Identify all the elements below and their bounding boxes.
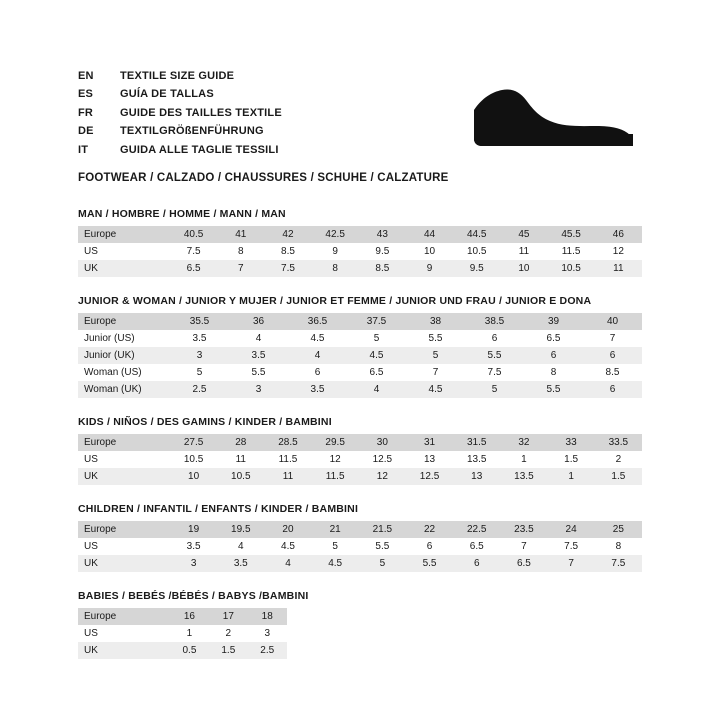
size-cell: 31 — [406, 434, 453, 451]
size-cell: 7.5 — [548, 538, 595, 555]
size-cell: 12 — [312, 451, 359, 468]
size-cell: 20 — [264, 521, 311, 538]
size-cell: 5.5 — [524, 381, 583, 398]
language-guide-title: GUIDA ALLE TAGLIE TESSILI — [120, 143, 279, 156]
size-cell: 2.5 — [248, 642, 287, 659]
size-cell: 5 — [347, 330, 406, 347]
size-cell: 9 — [406, 260, 453, 277]
size-cell: 4.5 — [264, 538, 311, 555]
size-cell: 28.5 — [264, 434, 311, 451]
size-cell: 2 — [595, 451, 642, 468]
row-label: UK — [78, 260, 170, 277]
size-cell: 12 — [359, 468, 406, 485]
size-cell: 6 — [583, 347, 642, 364]
size-cell: 7 — [217, 260, 264, 277]
size-cell: 8 — [595, 538, 642, 555]
size-cell: 6.5 — [524, 330, 583, 347]
language-guide-title: GUIDE DES TAILLES TEXTILE — [120, 106, 282, 119]
size-cell: 43 — [359, 226, 406, 243]
size-cell: 6.5 — [453, 538, 500, 555]
table-row — [78, 555, 642, 572]
size-section — [78, 208, 642, 277]
size-cell: 3.5 — [217, 555, 264, 572]
size-cell: 30 — [359, 434, 406, 451]
size-cell: 7.5 — [170, 243, 217, 260]
section-title: BABIES / BEBÉS /BÉBÉS / BABYS /BAMBINI — [78, 590, 309, 602]
size-cell: 23.5 — [500, 521, 547, 538]
size-cell: 19.5 — [217, 521, 264, 538]
size-cell: 27.5 — [170, 434, 217, 451]
size-cell: 11 — [595, 260, 642, 277]
size-cell: 11.5 — [312, 468, 359, 485]
size-cell: 32 — [500, 434, 547, 451]
dress-shoe-icon — [468, 76, 648, 156]
size-cell: 1.5 — [595, 468, 642, 485]
size-cell: 18 — [248, 608, 287, 625]
table-row — [78, 226, 642, 243]
size-cell: 11 — [264, 468, 311, 485]
language-guide-title: GUÍA DE TALLAS — [120, 88, 214, 101]
size-section — [78, 295, 642, 398]
size-cell: 17 — [209, 608, 248, 625]
size-cell: 21.5 — [359, 521, 406, 538]
size-cell: 4.5 — [406, 381, 465, 398]
size-cell: 10 — [500, 260, 547, 277]
table-row — [78, 538, 642, 555]
row-label: Europe — [78, 608, 170, 625]
header — [78, 70, 642, 190]
section-title: JUNIOR & WOMAN / JUNIOR Y MUJER / JUNIOR ET FEMME / JUNIOR UND FRAU / JUNIOR E DONA — [78, 295, 592, 307]
size-cell: 5 — [406, 347, 465, 364]
size-cell: 44.5 — [453, 226, 500, 243]
table-row — [78, 521, 642, 538]
size-cell: 7.5 — [465, 364, 524, 381]
table-row — [78, 330, 642, 347]
row-label: Europe — [78, 226, 170, 243]
size-cell: 3.5 — [170, 330, 229, 347]
language-guide-title: TEXTILE SIZE GUIDE — [120, 70, 235, 82]
table-row — [78, 468, 642, 485]
size-cell: 1 — [170, 625, 209, 642]
size-cell: 12.5 — [359, 451, 406, 468]
size-cell: 45.5 — [548, 226, 595, 243]
size-cell: 2.5 — [170, 381, 229, 398]
size-cell: 38 — [406, 313, 465, 330]
table-row — [78, 642, 287, 659]
size-cell: 40 — [583, 313, 642, 330]
table-row — [78, 434, 642, 451]
language-code: EN — [78, 70, 94, 82]
row-label: US — [78, 451, 170, 468]
size-cell: 6 — [583, 381, 642, 398]
size-cell: 36 — [229, 313, 288, 330]
table-row — [78, 608, 287, 625]
size-cell: 37.5 — [347, 313, 406, 330]
size-cell: 1 — [548, 468, 595, 485]
table-row — [78, 625, 287, 642]
size-cell: 7 — [500, 538, 547, 555]
size-cell: 7.5 — [595, 555, 642, 572]
size-cell: 8.5 — [359, 260, 406, 277]
size-table — [78, 226, 642, 277]
size-cell: 7.5 — [264, 260, 311, 277]
size-cell: 10.5 — [453, 243, 500, 260]
size-cell: 31.5 — [453, 434, 500, 451]
size-cell: 45 — [500, 226, 547, 243]
row-label: Junior (UK) — [78, 347, 170, 364]
row-label: US — [78, 538, 170, 555]
row-label: US — [78, 625, 170, 642]
size-cell: 44 — [406, 226, 453, 243]
size-cell: 46 — [595, 226, 642, 243]
size-cell: 1.5 — [548, 451, 595, 468]
category-title: FOOTWEAR / CALZADO / CHAUSSURES / SCHUHE / CALZATURE — [78, 171, 449, 184]
size-cell: 4 — [229, 330, 288, 347]
size-cell: 19 — [170, 521, 217, 538]
size-cell: 8 — [312, 260, 359, 277]
size-cell: 4 — [288, 347, 347, 364]
size-cell: 10 — [170, 468, 217, 485]
size-cell: 10 — [406, 243, 453, 260]
size-cell: 8 — [524, 364, 583, 381]
row-label: Europe — [78, 521, 170, 538]
size-tables — [78, 208, 642, 659]
size-cell: 40.5 — [170, 226, 217, 243]
size-cell: 42 — [264, 226, 311, 243]
size-cell: 3 — [170, 555, 217, 572]
size-cell: 10.5 — [548, 260, 595, 277]
size-cell: 6 — [406, 538, 453, 555]
size-cell: 16 — [170, 608, 209, 625]
size-cell: 5.5 — [229, 364, 288, 381]
size-cell: 1 — [500, 451, 547, 468]
row-label: Junior (US) — [78, 330, 170, 347]
size-cell: 11 — [500, 243, 547, 260]
row-label: UK — [78, 468, 170, 485]
size-cell: 6 — [453, 555, 500, 572]
row-label: Europe — [78, 434, 170, 451]
table-row — [78, 243, 642, 260]
size-cell: 11.5 — [264, 451, 311, 468]
size-cell: 3 — [229, 381, 288, 398]
size-cell: 7 — [406, 364, 465, 381]
row-label: UK — [78, 642, 170, 659]
size-cell: 3.5 — [170, 538, 217, 555]
size-cell: 6 — [465, 330, 524, 347]
size-cell: 12 — [595, 243, 642, 260]
size-cell: 8.5 — [583, 364, 642, 381]
table-row — [78, 364, 642, 381]
size-cell: 25 — [595, 521, 642, 538]
size-section — [78, 416, 642, 485]
size-cell: 11.5 — [548, 243, 595, 260]
size-cell: 36.5 — [288, 313, 347, 330]
size-cell: 21 — [312, 521, 359, 538]
size-cell: 13.5 — [453, 451, 500, 468]
section-title: KIDS / NIÑOS / DES GAMINS / KINDER / BAMBINI — [78, 416, 332, 428]
size-cell: 3.5 — [288, 381, 347, 398]
size-table — [78, 521, 642, 572]
size-table — [78, 608, 287, 659]
size-table — [78, 434, 642, 485]
size-cell: 6 — [288, 364, 347, 381]
size-cell: 10.5 — [170, 451, 217, 468]
size-cell: 7 — [583, 330, 642, 347]
table-row — [78, 260, 642, 277]
size-cell: 5.5 — [406, 330, 465, 347]
section-title: MAN / HOMBRE / HOMME / MANN / MAN — [78, 208, 286, 220]
size-cell: 13.5 — [500, 468, 547, 485]
size-cell: 4.5 — [347, 347, 406, 364]
table-row — [78, 451, 642, 468]
language-code: DE — [78, 125, 94, 138]
size-section — [78, 590, 642, 659]
size-cell: 13 — [406, 451, 453, 468]
size-cell: 5.5 — [465, 347, 524, 364]
size-cell: 35.5 — [170, 313, 229, 330]
language-code: FR — [78, 106, 94, 119]
size-cell: 6 — [524, 347, 583, 364]
size-cell: 5.5 — [406, 555, 453, 572]
size-cell: 38.5 — [465, 313, 524, 330]
size-cell: 22.5 — [453, 521, 500, 538]
size-cell: 2 — [209, 625, 248, 642]
size-cell: 4 — [264, 555, 311, 572]
size-cell: 8 — [217, 243, 264, 260]
size-cell: 28 — [217, 434, 264, 451]
size-cell: 9 — [312, 243, 359, 260]
size-cell: 41 — [217, 226, 264, 243]
language-code: IT — [78, 143, 89, 156]
size-cell: 5.5 — [359, 538, 406, 555]
section-title: CHILDREN / INFANTIL / ENFANTS / KINDER / BAMBINI — [78, 503, 359, 515]
size-cell: 5 — [465, 381, 524, 398]
size-cell: 4 — [217, 538, 264, 555]
table-row — [78, 381, 642, 398]
size-cell: 6.5 — [170, 260, 217, 277]
size-cell: 12.5 — [406, 468, 453, 485]
size-cell: 33 — [548, 434, 595, 451]
size-cell: 29.5 — [312, 434, 359, 451]
size-cell: 10.5 — [217, 468, 264, 485]
size-cell: 5 — [312, 538, 359, 555]
size-cell: 22 — [406, 521, 453, 538]
size-cell: 13 — [453, 468, 500, 485]
size-cell: 9.5 — [359, 243, 406, 260]
language-code: ES — [78, 88, 94, 101]
size-cell: 3 — [248, 625, 287, 642]
row-label: Europe — [78, 313, 170, 330]
size-table — [78, 313, 642, 398]
size-cell: 33.5 — [595, 434, 642, 451]
size-cell: 1.5 — [209, 642, 248, 659]
table-row — [78, 313, 642, 330]
size-cell: 3 — [170, 347, 229, 364]
size-cell: 11 — [217, 451, 264, 468]
size-cell: 5 — [359, 555, 406, 572]
size-cell: 6.5 — [347, 364, 406, 381]
size-cell: 8.5 — [264, 243, 311, 260]
size-cell: 4 — [347, 381, 406, 398]
size-cell: 4.5 — [312, 555, 359, 572]
size-cell: 42.5 — [312, 226, 359, 243]
size-cell: 3.5 — [229, 347, 288, 364]
row-label: US — [78, 243, 170, 260]
language-guide-title: TEXTILGRÖßENFÜHRUNG — [120, 125, 264, 138]
size-cell: 39 — [524, 313, 583, 330]
size-cell: 0.5 — [170, 642, 209, 659]
size-cell: 24 — [548, 521, 595, 538]
row-label: Woman (US) — [78, 364, 170, 381]
size-cell: 7 — [548, 555, 595, 572]
size-section — [78, 503, 642, 572]
table-row — [78, 347, 642, 364]
row-label: Woman (UK) — [78, 381, 170, 398]
size-cell: 5 — [170, 364, 229, 381]
size-cell: 4.5 — [288, 330, 347, 347]
row-label: UK — [78, 555, 170, 572]
size-cell: 9.5 — [453, 260, 500, 277]
size-cell: 6.5 — [500, 555, 547, 572]
